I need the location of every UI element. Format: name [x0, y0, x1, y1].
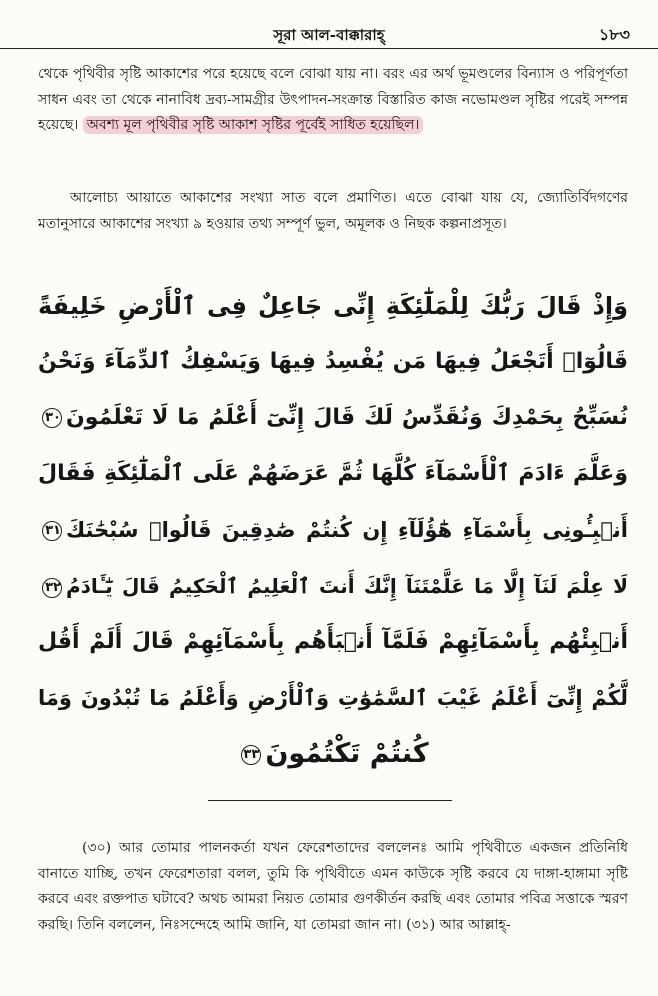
commentary-paragraph-2: আলোচ্য আয়াতে আকাশের সংখ্যা সাত বলে প্রমাণিত। এতে বোঝা যায় যে, জ্যোতির্বিদগণের মতানুসারে আকাশের সংখ্যা ৯ হওয়ার তথ্য সম্পূর্ণ ভুল, অমূলক ও নিছক কল্পনাপ্রসূত।: [38, 190, 628, 232]
arabic-text: لَّكُمْ إِنِّىٓ أَعْلَمُ غَيْبَ ٱلسَّمَٰوَٰتِ وَٱلْأَرْضِ وَأَعْلَمُ مَا تُبْدُونَ وَمَا: [38, 686, 628, 710]
arabic-text: لَا عِلْمَ لَنَآ إِلَّا مَا عَلَّمْتَنَآ إِنَّكَ أَنتَ ٱلْعَلِيمُ ٱلْحَكِيمُ قَالَ يَٰٓـَٔادَمُ: [66, 574, 628, 598]
arabic-line: [38, 390, 628, 446]
arabic-line: [38, 670, 628, 726]
arabic-text: أَنۢبِئْهُم بِأَسْمَآئِهِمْ فَلَمَّآ أَنۢبَأَهُم بِأَسْمَآئِهِمْ قَالَ أَلَمْ أَقُل: [38, 629, 628, 654]
arabic-verse-block: [38, 278, 628, 782]
arabic-line: [38, 446, 628, 502]
section-divider: [208, 800, 452, 801]
ayah-number-marker: ٣٢: [42, 578, 62, 598]
arabic-line: [38, 278, 628, 334]
highlighted-sentence: অবশ্য মূল পৃথিবীর সৃষ্টি আকাশ সৃষ্টির পূর্বেই সাধিত হয়েছিল।: [83, 116, 424, 134]
ayah-number-marker: ٣٠: [42, 408, 62, 428]
arabic-text: وَعَلَّمَ ءَادَمَ ٱلْأَسْمَآءَ كُلَّهَا ثُمَّ عَرَضَهُمْ عَلَى ٱلْمَلَٰٓئِكَةِ فَقَالَ: [38, 461, 628, 486]
arabic-text: وَإِذْ قَالَ رَبُّكَ لِلْمَلَٰٓئِكَةِ إِنِّى جَاعِلٌ فِى ٱلْأَرْضِ خَلِيفَةً: [38, 292, 628, 320]
arabic-line: [38, 502, 628, 558]
arabic-line: [38, 558, 628, 614]
arabic-text: كُنتُمْ تَكْتُمُونَ: [265, 738, 429, 769]
ayah-number-marker: ٣١: [42, 521, 62, 541]
page-number: ১৮৩: [598, 25, 630, 44]
running-header: [0, 22, 658, 49]
arabic-text: أَنۢبِـُٔونِى بِأَسْمَآءِ هَٰٓؤُلَآءِ إِن كُنتُمْ صَٰدِقِينَ قَالُوا۟ سُبْحَٰنَكَ: [66, 518, 628, 542]
ayah-number-marker: ٣٣: [241, 745, 261, 765]
arabic-line: [38, 614, 628, 670]
paragraph-text: থেকে পৃথিবীর সৃষ্টি আকাশের পরে হয়েছে বলে বোঝা যায় না। বরং এর অর্থ ভূমণ্ডলের বিন্যাস ও পরিপূর্ণতা সাধন এবং তা থেকে নানাবিধ দ্রব্য-সামগ্রীর উৎপাদন-সংক্রান্ত বিস্তারিত কাজ নভোমণ্ডল সৃষ্টির পরেই সম্পন্ন হয়েছে।: [38, 66, 628, 133]
translation-paragraph: (৩০) আর তোমার পালনকর্তা যখন ফেরেশতাদের বললেনঃ আমি পৃথিবীতে একজন প্রতিনিধি বানাতে যাচ্ছি, তখন ফেরেশতারা বলল, তুমি কি পৃথিবীতে এমন কাউকে সৃষ্টি করবে যে দাঙ্গা-হাঙ্গামা সৃষ্টি করবে এবং রক্তপাত ঘটাবে? অথচ আমরা নিয়ত তোমার গুণকীর্তন করছি এবং তোমার পবিত্র সত্তাকে স্মরণ করছি। তিনি বললেন, নিঃসন্দেহে আমি জানি, যা তোমরা জান না। (৩১) আর আল্লাহ্‌-: [38, 840, 628, 933]
arabic-text: نُسَبِّحُ بِحَمْدِكَ وَنُقَدِّسُ لَكَ قَالَ إِنِّىٓ أَعْلَمُ مَا لَا تَعْلَمُونَ: [66, 405, 628, 430]
arabic-line: [38, 726, 628, 782]
arabic-line: [38, 334, 628, 390]
commentary-paragraph-1: [38, 62, 628, 139]
arabic-text: قَالُوٓا۟ أَتَجْعَلُ فِيهَا مَن يُفْسِدُ فِيهَا وَيَسْفِكُ ٱلدِّمَآءَ وَنَحْنُ: [38, 349, 628, 374]
surah-title: সূরা আল-বাক্কারাহ্: [273, 26, 385, 44]
